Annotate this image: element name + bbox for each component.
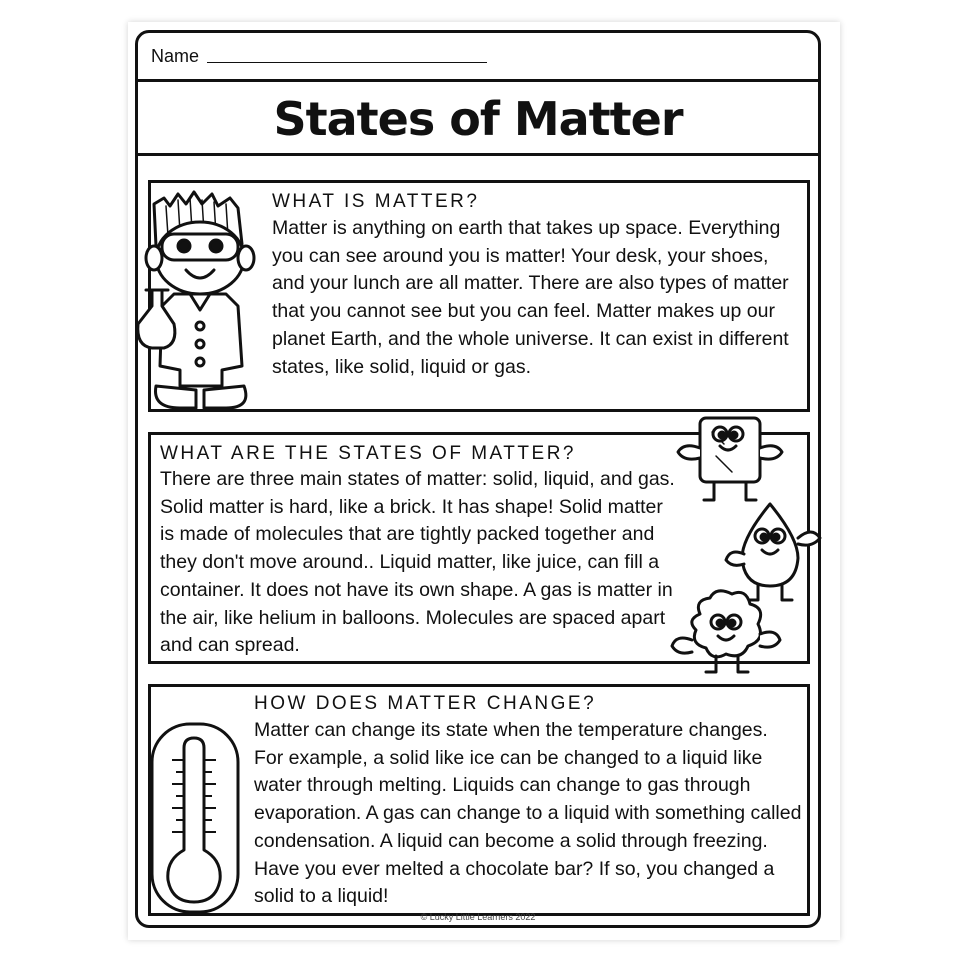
title-row (135, 82, 821, 156)
name-row (135, 30, 821, 82)
name-label: Name (151, 46, 200, 66)
page-title: States of Matter (273, 92, 683, 146)
section-body: Matter is anything on earth that takes up space. Everything you can see around you is matter! Your desk, your shoes, and your lunch are all matter. There are also types of matter that you cannot see but you can feel. Matter makes up our planet Earth, and the whole universe. It can exist in different states, like solid, liquid or gas. (272, 217, 789, 378)
section-heading: WHAT ARE THE STATES OF MATTER? (160, 443, 576, 464)
name-input-line[interactable] (207, 62, 487, 63)
thermometer-icon (146, 720, 246, 916)
section-heading: WHAT IS MATTER? (272, 191, 480, 212)
section-body: There are three main states of matter: solid, liquid, and gas. Solid matter is hard, like a brick. It has shape! Solid matter is made of molecules that are tightly packed together and they don't move around.. Liquid matter, like juice, can fill a container. It does not have its own shape. A gas is matter in the air, like helium in balloons. Molecules are spaced apart and can spread. (160, 468, 675, 657)
copyright-text: © Lucky Little Learners 2022 (420, 912, 536, 922)
section-heading: HOW DOES MATTER CHANGE? (254, 693, 597, 714)
matter-characters-icon (670, 408, 830, 682)
scientist-icon (134, 186, 272, 412)
section-body: Matter can change its state when the temperature changes. For example, a solid like ice can be changed to a liquid like water through melting. Liquids can change to gas through evaporation. A gas can change to a liquid with something called condensation. A liquid can become a solid through freezing. Have you ever melted a chocolate bar? If so, you changed a solid to a liquid! (254, 719, 802, 908)
